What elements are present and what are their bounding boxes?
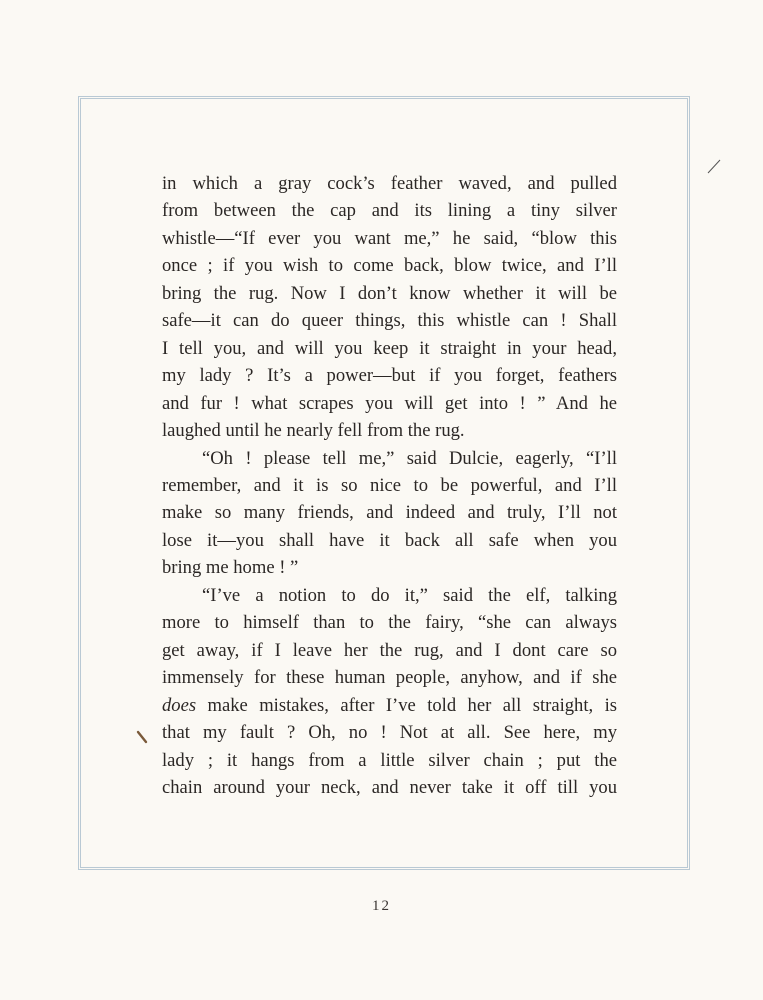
pencil-mark-icon — [706, 158, 722, 174]
page-number: 12 — [372, 898, 391, 914]
text-line: bring the rug. Now I don’t know whether it will be — [162, 282, 617, 304]
text-line: lady ; it hangs from a little silver chain ; put the — [162, 749, 617, 771]
text-line: lose it—you shall have it back all safe when you — [162, 529, 617, 551]
text-line: my lady ? It’s a power—but if you forget, feathers — [162, 365, 617, 387]
text-line: “I’ve a notion to do it,” said the elf, talking — [202, 584, 617, 606]
margin-tick-icon — [136, 730, 148, 744]
text-line: in which a gray cock’s feather waved, and pulled — [162, 173, 617, 194]
text-line: laughed until he nearly fell from the rug. — [162, 420, 465, 442]
text-line: that my fault ? Oh, no ! Not at all. See here, my — [162, 722, 617, 744]
text-line: and fur ! what scrapes you will get into ! ” And he — [162, 392, 617, 414]
body-text — [162, 170, 617, 801]
text-line — [162, 692, 617, 719]
text-line: I tell you, and will you keep it straight in your head, — [162, 337, 617, 359]
text-line: remember, and it is so nice to be powerful, and I’ll — [162, 474, 617, 496]
text-line: safe—it can do queer things, this whistle can ! Shall — [162, 310, 617, 332]
text-line: more to himself than to the fairy, “she can always — [162, 612, 617, 634]
italic-word: does — [162, 694, 197, 716]
text-line: immensely for these human people, anyhow, and if she — [162, 667, 617, 689]
text-line: get away, if I leave her the rug, and I dont care so — [162, 639, 617, 661]
text-line: chain around your neck, and never take it off till you — [162, 776, 617, 798]
text-line: whistle—“If ever you want me,” he said, “blow this — [162, 227, 617, 249]
text-line: “Oh ! please tell me,” said Dulcie, eagerly, “I’ll — [202, 447, 617, 469]
text-line: from between the cap and its lining a tiny silver — [162, 200, 617, 222]
text-line: make so many friends, and indeed and truly, I’ll not — [162, 502, 617, 524]
text-line-rest: make mistakes, after I’ve told her all straight, is — [196, 694, 617, 716]
text-line: bring me home ! ” — [162, 557, 299, 579]
text-line: once ; if you wish to come back, blow twice, and I’ll — [162, 255, 617, 277]
